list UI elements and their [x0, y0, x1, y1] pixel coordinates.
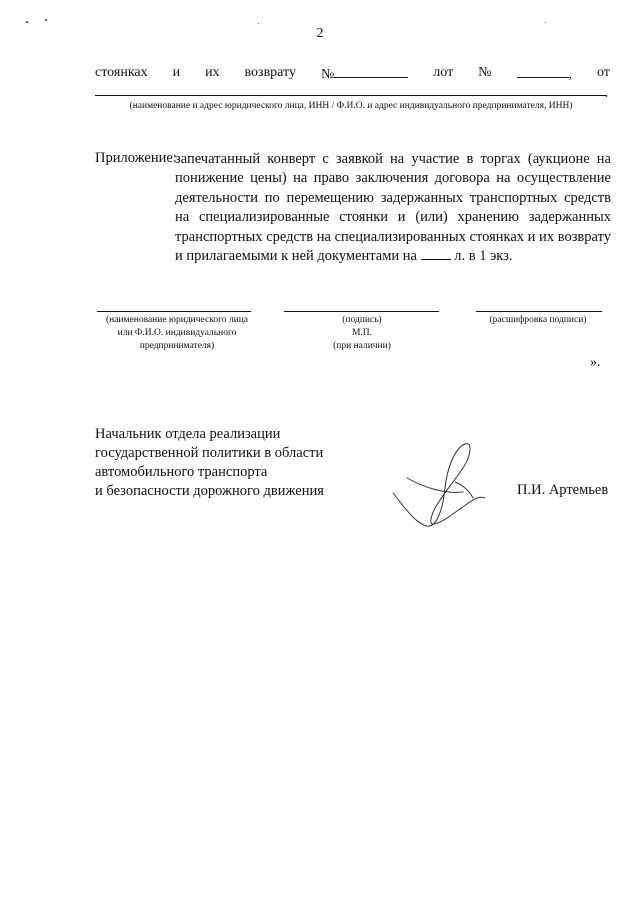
word-lot: лот	[433, 65, 454, 80]
scan-speck	[258, 23, 259, 24]
scan-speck	[45, 19, 47, 21]
caption-name-line1: (наименование юридического лица	[105, 315, 249, 325]
number-field	[321, 65, 408, 83]
word-i: и	[172, 65, 181, 80]
attachment-label: Приложение:	[95, 150, 177, 166]
word-ikh: их	[205, 65, 220, 80]
pages-blank	[421, 247, 451, 260]
attachment-text-main: запечатанный конверт с заявкой на участие в торгах (аукционе на понижение цены) на право заключения договора на осуществление деятельности по перемещению задержанных транспортных средств на специализированные стоянки и (или) хранению задержанных транспортных средств на специализированных стоянках и их возврату и прилагаемыми к ней документами на	[175, 151, 611, 265]
caption-name	[92, 314, 262, 353]
position-line4: и безопасности дорожного движения	[95, 483, 324, 499]
page-number: 2	[316, 26, 324, 41]
caption-if-present: (при наличии)	[333, 341, 391, 351]
attachment-text	[175, 150, 611, 266]
caption-name-line3: предпринимателя)	[139, 341, 215, 351]
scan-speck	[26, 21, 28, 23]
lot-field	[517, 65, 573, 83]
lot-number-sign: №	[478, 65, 492, 80]
handwritten-signature	[385, 438, 495, 538]
scan-speck	[545, 22, 546, 23]
official-name: П.И. Артемьев	[517, 482, 609, 498]
position-line3: автомобильного транспорта	[95, 464, 268, 480]
word-stoyankakh: стоянках	[95, 65, 148, 80]
caption-signature	[302, 314, 422, 353]
caption-decoding	[468, 314, 608, 327]
word-vozvratu: возврату	[244, 65, 296, 80]
attachment-text-tail: л. в 1 экз.	[454, 248, 513, 265]
continuation-line	[95, 65, 610, 83]
position-line1: Начальник отдела реализации	[95, 426, 281, 442]
line-end-mark: .	[605, 86, 608, 100]
signature-line-sign	[284, 311, 439, 312]
position-line2: государственной политики в области	[95, 445, 324, 461]
word-ot: от	[596, 65, 610, 80]
caption-decoding-line1: (расшифровка подписи)	[489, 315, 587, 325]
number-sign: №	[320, 67, 335, 82]
closing-quote: ».	[590, 355, 601, 370]
caption-signature-line1: (подпись)	[342, 315, 382, 325]
number-blank	[334, 65, 408, 78]
signature-line-name	[97, 311, 251, 312]
lot-blank	[517, 65, 569, 78]
applicant-fill-line	[95, 95, 607, 96]
official-position	[95, 425, 324, 501]
comma: ,	[568, 67, 572, 82]
signature-line-decode	[476, 311, 602, 312]
caption-stamp: М.П.	[351, 328, 373, 338]
caption-name-line2: или Ф.И.О. индивидуального	[117, 328, 237, 338]
applicant-caption: (наименование и адрес юридического лица, ИНН / Ф.И.О. и адрес индивидуального предпринимателя, ИНН)	[129, 101, 573, 111]
